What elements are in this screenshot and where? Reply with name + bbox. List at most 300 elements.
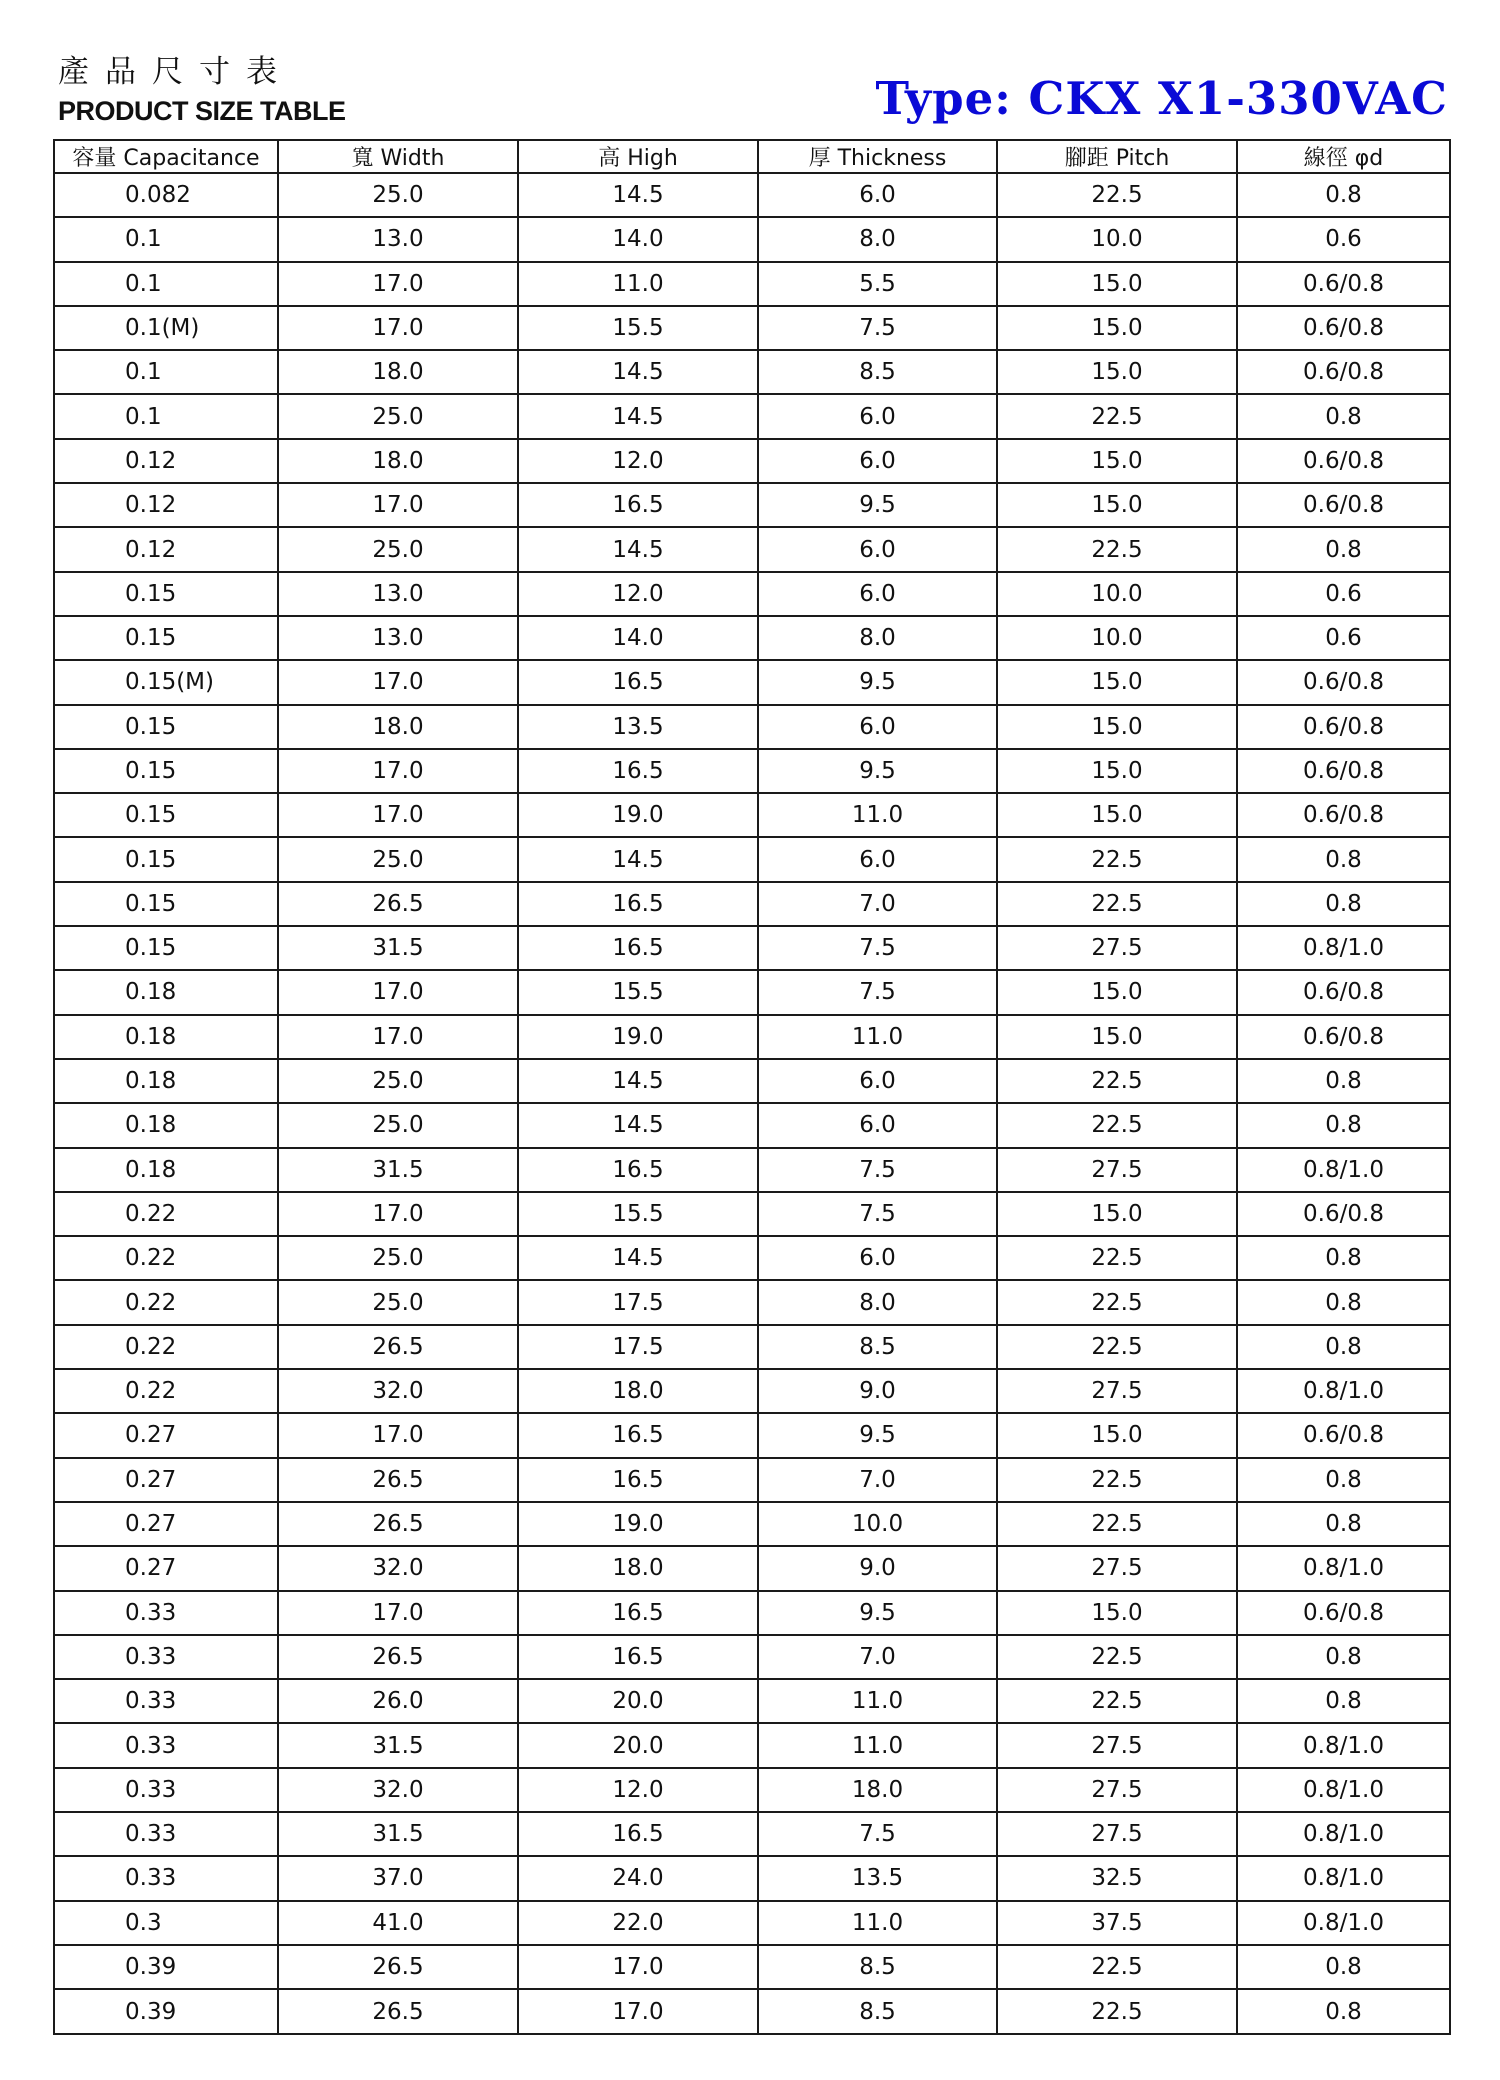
cell-wire-diameter: 0.8 <box>1237 1679 1450 1723</box>
cell-high: 14.0 <box>518 217 758 261</box>
cell-pitch: 27.5 <box>997 1768 1237 1812</box>
table-row <box>54 1236 1450 1280</box>
cell-wire-diameter: 0.8 <box>1237 394 1450 438</box>
cell-capacitance: 0.12 <box>54 483 278 527</box>
cell-wire-diameter: 0.8 <box>1237 1325 1450 1369</box>
cell-width: 31.5 <box>278 1148 518 1192</box>
cell-width: 17.0 <box>278 1015 518 1059</box>
table-row <box>54 1945 1450 1989</box>
cell-width: 17.0 <box>278 483 518 527</box>
cell-wire-diameter: 0.8/1.0 <box>1237 926 1450 970</box>
cell-wire-diameter: 0.6/0.8 <box>1237 350 1450 394</box>
cell-wire-diameter: 0.6/0.8 <box>1237 1591 1450 1635</box>
table-row <box>54 217 1450 261</box>
cell-width: 17.0 <box>278 970 518 1014</box>
cell-thickness: 7.5 <box>758 1192 997 1236</box>
cell-width: 31.5 <box>278 926 518 970</box>
table-row <box>54 749 1450 793</box>
cell-pitch: 22.5 <box>997 394 1237 438</box>
table-row <box>54 1812 1450 1856</box>
cell-width: 17.0 <box>278 1591 518 1635</box>
cell-thickness: 13.5 <box>758 1856 997 1900</box>
cell-pitch: 22.5 <box>997 1059 1237 1103</box>
cell-capacitance: 0.12 <box>54 527 278 571</box>
cell-pitch: 27.5 <box>997 1812 1237 1856</box>
cell-pitch: 22.5 <box>997 173 1237 217</box>
table-row <box>54 483 1450 527</box>
cell-thickness: 7.5 <box>758 306 997 350</box>
cell-high: 16.5 <box>518 1458 758 1502</box>
cell-capacitance: 0.22 <box>54 1369 278 1413</box>
cell-high: 14.5 <box>518 837 758 881</box>
cell-pitch: 15.0 <box>997 705 1237 749</box>
cell-capacitance: 0.15 <box>54 837 278 881</box>
table-row <box>54 1856 1450 1900</box>
cell-pitch: 22.5 <box>997 1280 1237 1324</box>
cell-pitch: 15.0 <box>997 350 1237 394</box>
cell-high: 11.0 <box>518 262 758 306</box>
cell-capacitance: 0.22 <box>54 1280 278 1324</box>
cell-thickness: 9.5 <box>758 483 997 527</box>
cell-width: 41.0 <box>278 1901 518 1945</box>
cell-wire-diameter: 0.6 <box>1237 572 1450 616</box>
cell-width: 17.0 <box>278 749 518 793</box>
cell-pitch: 15.0 <box>997 483 1237 527</box>
cell-thickness: 11.0 <box>758 1901 997 1945</box>
cell-width: 32.0 <box>278 1369 518 1413</box>
cell-capacitance: 0.18 <box>54 1015 278 1059</box>
cell-pitch: 27.5 <box>997 926 1237 970</box>
cell-wire-diameter: 0.6/0.8 <box>1237 660 1450 704</box>
cell-width: 13.0 <box>278 572 518 616</box>
cell-capacitance: 0.15 <box>54 572 278 616</box>
cell-wire-diameter: 0.8 <box>1237 173 1450 217</box>
cell-capacitance: 0.33 <box>54 1591 278 1635</box>
cell-capacitance: 0.082 <box>54 173 278 217</box>
cell-capacitance: 0.1 <box>54 262 278 306</box>
cell-capacitance: 0.33 <box>54 1723 278 1767</box>
cell-wire-diameter: 0.6/0.8 <box>1237 705 1450 749</box>
cell-capacitance: 0.15 <box>54 616 278 660</box>
table-row <box>54 1103 1450 1147</box>
cell-wire-diameter: 0.6 <box>1237 217 1450 261</box>
cell-pitch: 15.0 <box>997 1015 1237 1059</box>
cell-high: 14.5 <box>518 1059 758 1103</box>
table-row <box>54 262 1450 306</box>
cell-width: 18.0 <box>278 705 518 749</box>
cell-thickness: 6.0 <box>758 1236 997 1280</box>
cell-high: 19.0 <box>518 1015 758 1059</box>
cell-wire-diameter: 0.8 <box>1237 1059 1450 1103</box>
cell-thickness: 8.5 <box>758 350 997 394</box>
page-title-en: PRODUCT SIZE TABLE <box>58 96 346 126</box>
cell-width: 37.0 <box>278 1856 518 1900</box>
table-row <box>54 1369 1450 1413</box>
cell-wire-diameter: 0.8/1.0 <box>1237 1369 1450 1413</box>
cell-wire-diameter: 0.8 <box>1237 1635 1450 1679</box>
cell-high: 16.5 <box>518 1148 758 1192</box>
cell-wire-diameter: 0.8 <box>1237 1945 1450 1989</box>
cell-thickness: 6.0 <box>758 572 997 616</box>
cell-capacitance: 0.15 <box>54 793 278 837</box>
cell-thickness: 6.0 <box>758 1059 997 1103</box>
table-row <box>54 1280 1450 1324</box>
cell-high: 12.0 <box>518 1768 758 1812</box>
cell-width: 25.0 <box>278 1103 518 1147</box>
cell-wire-diameter: 0.6/0.8 <box>1237 439 1450 483</box>
cell-width: 26.5 <box>278 1502 518 1546</box>
cell-capacitance: 0.1 <box>54 217 278 261</box>
table-row <box>54 1458 1450 1502</box>
cell-pitch: 22.5 <box>997 1325 1237 1369</box>
cell-pitch: 22.5 <box>997 1458 1237 1502</box>
cell-wire-diameter: 0.6/0.8 <box>1237 749 1450 793</box>
cell-wire-diameter: 0.8/1.0 <box>1237 1723 1450 1767</box>
cell-wire-diameter: 0.6/0.8 <box>1237 793 1450 837</box>
cell-capacitance: 0.1 <box>54 394 278 438</box>
table-header-row <box>54 140 1450 173</box>
cell-pitch: 15.0 <box>997 970 1237 1014</box>
cell-wire-diameter: 0.6/0.8 <box>1237 970 1450 1014</box>
cell-width: 25.0 <box>278 1280 518 1324</box>
cell-high: 18.0 <box>518 1546 758 1590</box>
cell-wire-diameter: 0.8/1.0 <box>1237 1546 1450 1590</box>
cell-capacitance: 0.33 <box>54 1768 278 1812</box>
cell-wire-diameter: 0.6/0.8 <box>1237 483 1450 527</box>
cell-high: 17.0 <box>518 1945 758 1989</box>
cell-capacitance: 0.15 <box>54 882 278 926</box>
cell-capacitance: 0.27 <box>54 1413 278 1457</box>
cell-high: 14.0 <box>518 616 758 660</box>
cell-wire-diameter: 0.6 <box>1237 616 1450 660</box>
table-row <box>54 1635 1450 1679</box>
col-header-capacitance: 容量 Capacitance <box>54 140 278 173</box>
cell-wire-diameter: 0.8 <box>1237 837 1450 881</box>
cell-high: 16.5 <box>518 660 758 704</box>
table-row <box>54 1591 1450 1635</box>
cell-thickness: 18.0 <box>758 1768 997 1812</box>
cell-capacitance: 0.18 <box>54 1059 278 1103</box>
table-row <box>54 1192 1450 1236</box>
cell-width: 25.0 <box>278 1236 518 1280</box>
cell-thickness: 9.5 <box>758 1413 997 1457</box>
cell-pitch: 27.5 <box>997 1369 1237 1413</box>
cell-width: 17.0 <box>278 660 518 704</box>
cell-pitch: 22.5 <box>997 837 1237 881</box>
col-header-wire-diameter: 線徑 φd <box>1237 140 1450 173</box>
table-row <box>54 394 1450 438</box>
table-row <box>54 705 1450 749</box>
col-header-high: 高 High <box>518 140 758 173</box>
cell-capacitance: 0.18 <box>54 1103 278 1147</box>
cell-pitch: 15.0 <box>997 262 1237 306</box>
cell-pitch: 22.5 <box>997 882 1237 926</box>
cell-width: 17.0 <box>278 306 518 350</box>
cell-capacitance: 0.33 <box>54 1679 278 1723</box>
cell-thickness: 8.0 <box>758 616 997 660</box>
cell-thickness: 6.0 <box>758 837 997 881</box>
cell-high: 19.0 <box>518 1502 758 1546</box>
table-row <box>54 1723 1450 1767</box>
table-row <box>54 660 1450 704</box>
cell-wire-diameter: 0.6/0.8 <box>1237 262 1450 306</box>
cell-wire-diameter: 0.6/0.8 <box>1237 1413 1450 1457</box>
cell-width: 26.5 <box>278 1989 518 2034</box>
table-row <box>54 882 1450 926</box>
cell-pitch: 22.5 <box>997 1635 1237 1679</box>
cell-high: 16.5 <box>518 1591 758 1635</box>
cell-capacitance: 0.27 <box>54 1502 278 1546</box>
cell-wire-diameter: 0.8 <box>1237 882 1450 926</box>
cell-high: 16.5 <box>518 483 758 527</box>
table-row <box>54 350 1450 394</box>
cell-pitch: 10.0 <box>997 572 1237 616</box>
cell-thickness: 9.0 <box>758 1546 997 1590</box>
table-row <box>54 970 1450 1014</box>
cell-pitch: 15.0 <box>997 793 1237 837</box>
cell-wire-diameter: 0.6/0.8 <box>1237 306 1450 350</box>
cell-high: 16.5 <box>518 749 758 793</box>
cell-high: 13.5 <box>518 705 758 749</box>
cell-pitch: 15.0 <box>997 1591 1237 1635</box>
cell-capacitance: 0.18 <box>54 1148 278 1192</box>
cell-width: 26.5 <box>278 1945 518 1989</box>
cell-high: 16.5 <box>518 882 758 926</box>
table-row <box>54 1325 1450 1369</box>
cell-wire-diameter: 0.8 <box>1237 527 1450 571</box>
cell-high: 14.5 <box>518 350 758 394</box>
cell-thickness: 8.5 <box>758 1945 997 1989</box>
cell-high: 15.5 <box>518 970 758 1014</box>
cell-high: 12.0 <box>518 439 758 483</box>
cell-high: 16.5 <box>518 926 758 970</box>
cell-high: 16.5 <box>518 1413 758 1457</box>
table-row <box>54 306 1450 350</box>
cell-thickness: 6.0 <box>758 394 997 438</box>
cell-width: 13.0 <box>278 217 518 261</box>
cell-capacitance: 0.27 <box>54 1546 278 1590</box>
table-row <box>54 837 1450 881</box>
cell-pitch: 22.5 <box>997 1502 1237 1546</box>
cell-pitch: 27.5 <box>997 1148 1237 1192</box>
cell-thickness: 6.0 <box>758 439 997 483</box>
table-row <box>54 439 1450 483</box>
table-row <box>54 1059 1450 1103</box>
cell-high: 16.5 <box>518 1635 758 1679</box>
cell-width: 31.5 <box>278 1812 518 1856</box>
cell-width: 13.0 <box>278 616 518 660</box>
col-header-width: 寬 Width <box>278 140 518 173</box>
cell-width: 17.0 <box>278 793 518 837</box>
cell-high: 15.5 <box>518 306 758 350</box>
cell-thickness: 7.5 <box>758 1812 997 1856</box>
cell-wire-diameter: 0.6/0.8 <box>1237 1192 1450 1236</box>
cell-wire-diameter: 0.8 <box>1237 1989 1450 2034</box>
cell-wire-diameter: 0.6/0.8 <box>1237 1015 1450 1059</box>
cell-thickness: 7.5 <box>758 970 997 1014</box>
cell-width: 31.5 <box>278 1723 518 1767</box>
cell-pitch: 10.0 <box>997 616 1237 660</box>
cell-width: 26.0 <box>278 1679 518 1723</box>
cell-capacitance: 0.33 <box>54 1856 278 1900</box>
cell-capacitance: 0.12 <box>54 439 278 483</box>
cell-pitch: 22.5 <box>997 1236 1237 1280</box>
cell-thickness: 7.0 <box>758 882 997 926</box>
cell-pitch: 15.0 <box>997 439 1237 483</box>
cell-width: 25.0 <box>278 394 518 438</box>
cell-width: 25.0 <box>278 173 518 217</box>
cell-high: 14.5 <box>518 394 758 438</box>
cell-capacitance: 0.15(M) <box>54 660 278 704</box>
cell-capacitance: 0.15 <box>54 749 278 793</box>
cell-high: 18.0 <box>518 1369 758 1413</box>
table-row <box>54 1989 1450 2034</box>
cell-high: 15.5 <box>518 1192 758 1236</box>
table-row <box>54 527 1450 571</box>
cell-width: 17.0 <box>278 1413 518 1457</box>
cell-pitch: 15.0 <box>997 306 1237 350</box>
cell-width: 32.0 <box>278 1546 518 1590</box>
product-size-table <box>53 139 1451 2035</box>
cell-thickness: 7.0 <box>758 1635 997 1679</box>
cell-thickness: 9.5 <box>758 749 997 793</box>
cell-width: 25.0 <box>278 1059 518 1103</box>
table-row <box>54 1015 1450 1059</box>
cell-width: 26.5 <box>278 1635 518 1679</box>
cell-width: 25.0 <box>278 837 518 881</box>
cell-capacitance: 0.22 <box>54 1236 278 1280</box>
cell-capacitance: 0.22 <box>54 1192 278 1236</box>
cell-thickness: 8.5 <box>758 1989 997 2034</box>
cell-high: 14.5 <box>518 527 758 571</box>
table-row <box>54 793 1450 837</box>
cell-high: 20.0 <box>518 1679 758 1723</box>
cell-thickness: 8.0 <box>758 1280 997 1324</box>
cell-wire-diameter: 0.8 <box>1237 1502 1450 1546</box>
cell-thickness: 6.0 <box>758 173 997 217</box>
cell-thickness: 7.5 <box>758 926 997 970</box>
cell-width: 32.0 <box>278 1768 518 1812</box>
table-row <box>54 1148 1450 1192</box>
cell-high: 14.5 <box>518 1103 758 1147</box>
cell-thickness: 9.5 <box>758 1591 997 1635</box>
cell-high: 24.0 <box>518 1856 758 1900</box>
cell-width: 18.0 <box>278 439 518 483</box>
cell-width: 17.0 <box>278 1192 518 1236</box>
cell-wire-diameter: 0.8/1.0 <box>1237 1768 1450 1812</box>
page-title-cn: 產品尺寸表 <box>58 54 293 90</box>
cell-high: 14.5 <box>518 1236 758 1280</box>
cell-thickness: 11.0 <box>758 1015 997 1059</box>
table-row <box>54 1679 1450 1723</box>
cell-wire-diameter: 0.8 <box>1237 1280 1450 1324</box>
cell-pitch: 15.0 <box>997 1192 1237 1236</box>
cell-pitch: 22.5 <box>997 1945 1237 1989</box>
cell-thickness: 9.5 <box>758 660 997 704</box>
cell-pitch: 10.0 <box>997 217 1237 261</box>
col-header-thickness: 厚 Thickness <box>758 140 997 173</box>
cell-pitch: 32.5 <box>997 1856 1237 1900</box>
cell-capacitance: 0.33 <box>54 1812 278 1856</box>
table-row <box>54 1901 1450 1945</box>
cell-thickness: 11.0 <box>758 793 997 837</box>
cell-capacitance: 0.15 <box>54 705 278 749</box>
cell-thickness: 11.0 <box>758 1723 997 1767</box>
cell-thickness: 6.0 <box>758 705 997 749</box>
cell-wire-diameter: 0.8/1.0 <box>1237 1901 1450 1945</box>
cell-high: 16.5 <box>518 1812 758 1856</box>
cell-high: 20.0 <box>518 1723 758 1767</box>
cell-thickness: 10.0 <box>758 1502 997 1546</box>
cell-width: 26.5 <box>278 1458 518 1502</box>
cell-thickness: 8.5 <box>758 1325 997 1369</box>
table-row <box>54 1768 1450 1812</box>
cell-width: 25.0 <box>278 527 518 571</box>
table-row <box>54 616 1450 660</box>
cell-wire-diameter: 0.8/1.0 <box>1237 1148 1450 1192</box>
cell-capacitance: 0.39 <box>54 1989 278 2034</box>
cell-thickness: 7.0 <box>758 1458 997 1502</box>
table-row <box>54 1413 1450 1457</box>
cell-thickness: 5.5 <box>758 262 997 306</box>
cell-wire-diameter: 0.8 <box>1237 1236 1450 1280</box>
col-header-pitch: 腳距 Pitch <box>997 140 1237 173</box>
cell-wire-diameter: 0.8 <box>1237 1458 1450 1502</box>
cell-capacitance: 0.39 <box>54 1945 278 1989</box>
cell-capacitance: 0.22 <box>54 1325 278 1369</box>
type-label: Type: CKX X1-330VAC <box>875 72 1448 125</box>
cell-thickness: 6.0 <box>758 1103 997 1147</box>
cell-high: 17.5 <box>518 1325 758 1369</box>
cell-high: 19.0 <box>518 793 758 837</box>
table-row <box>54 173 1450 217</box>
cell-width: 26.5 <box>278 1325 518 1369</box>
cell-wire-diameter: 0.8/1.0 <box>1237 1856 1450 1900</box>
cell-capacitance: 0.15 <box>54 926 278 970</box>
cell-capacitance: 0.27 <box>54 1458 278 1502</box>
cell-high: 22.0 <box>518 1901 758 1945</box>
cell-pitch: 15.0 <box>997 660 1237 704</box>
cell-wire-diameter: 0.8 <box>1237 1103 1450 1147</box>
cell-high: 17.5 <box>518 1280 758 1324</box>
cell-thickness: 6.0 <box>758 527 997 571</box>
cell-capacitance: 0.1 <box>54 350 278 394</box>
cell-thickness: 7.5 <box>758 1148 997 1192</box>
cell-width: 17.0 <box>278 262 518 306</box>
cell-pitch: 15.0 <box>997 749 1237 793</box>
cell-high: 17.0 <box>518 1989 758 2034</box>
cell-capacitance: 0.1(M) <box>54 306 278 350</box>
cell-pitch: 15.0 <box>997 1413 1237 1457</box>
table-row <box>54 1546 1450 1590</box>
cell-high: 12.0 <box>518 572 758 616</box>
cell-pitch: 22.5 <box>997 1989 1237 2034</box>
table-row <box>54 1502 1450 1546</box>
cell-wire-diameter: 0.8/1.0 <box>1237 1812 1450 1856</box>
cell-pitch: 27.5 <box>997 1723 1237 1767</box>
cell-capacitance: 0.18 <box>54 970 278 1014</box>
cell-pitch: 22.5 <box>997 1679 1237 1723</box>
cell-thickness: 8.0 <box>758 217 997 261</box>
cell-pitch: 22.5 <box>997 1103 1237 1147</box>
cell-thickness: 11.0 <box>758 1679 997 1723</box>
cell-thickness: 9.0 <box>758 1369 997 1413</box>
cell-pitch: 22.5 <box>997 527 1237 571</box>
table-row <box>54 926 1450 970</box>
cell-capacitance: 0.3 <box>54 1901 278 1945</box>
cell-pitch: 37.5 <box>997 1901 1237 1945</box>
cell-width: 26.5 <box>278 882 518 926</box>
